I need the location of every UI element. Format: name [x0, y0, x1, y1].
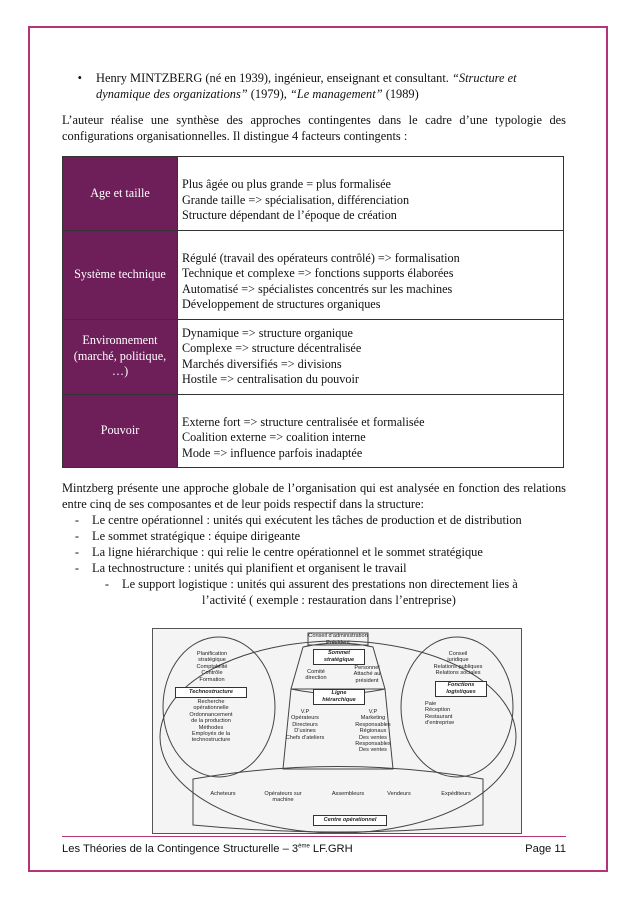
- factor-line: Automatisé => spécialistes concentrés sur les machines: [182, 281, 453, 296]
- factor-line: Grande taille => spécialisation, différenciation: [182, 192, 410, 207]
- op-machine: Opérateurs sur machine: [264, 791, 302, 804]
- board-label: Conseil d’administration: [308, 633, 368, 639]
- op-sellers: Vendeurs: [387, 791, 411, 797]
- technostructure-list: Planification stratégique Comptabilité Contrôle Formation: [196, 651, 228, 683]
- factor-line: Développement de structures organiques: [182, 297, 381, 311]
- operating-core-box: Centre opérationnel: [313, 815, 387, 826]
- factor-line: Coalition externe => coalition interne: [182, 430, 366, 444]
- factor-desc: [178, 319, 564, 394]
- factor-line: Dynamique => structure organique: [182, 325, 353, 340]
- factor-row: [63, 394, 564, 468]
- footer-sup: ème: [298, 843, 310, 850]
- list-item: - La technostructure : unités qui planifient et organisent le travail: [74, 561, 407, 575]
- support-box: Fonctions logistiques: [435, 681, 487, 697]
- mintzberg-diagram: [152, 628, 522, 834]
- page-content: [62, 70, 566, 608]
- list-item-text: La technostructure : unités qui planifient et organisent le travail: [92, 561, 407, 575]
- factor-row: [63, 319, 564, 394]
- factor-label: Environnement (marché, politique, …): [63, 319, 178, 394]
- author-text: [96, 70, 566, 102]
- list-item-text: l’activité ( exemple : restauration dans l’entreprise): [202, 593, 456, 607]
- list-item-text: Le centre opérationnel : unités qui exécutent les tâches de production et de distribution: [92, 513, 522, 527]
- factor-line: Hostile => centralisation du pouvoir: [182, 372, 359, 386]
- factor-label: Système technique: [63, 230, 178, 319]
- list-item: - Le centre opérationnel : unités qui exécutent les tâches de production et de distribution: [74, 513, 522, 527]
- factors-table: [62, 156, 564, 468]
- support-list-2: Paie Réception Restaurant d’entreprise: [425, 701, 455, 727]
- analysis-paragraph: Mintzberg présente une approche globale de l’organisation qui est analysée en fonction des relations entre cinq de ses composantes et de leur poids respectif dans la structure:: [62, 481, 566, 511]
- bullet-icon: •: [77, 71, 82, 85]
- op-buyers: Acheteurs: [210, 791, 236, 797]
- op-assemblers: Assembleurs: [331, 791, 365, 797]
- factor-line: Marchés diversifiés => divisions: [182, 356, 342, 371]
- factor-line: Technique et complexe => fonctions supports élaborées: [182, 266, 454, 280]
- middle-line-box: Ligne hiérarchique: [313, 689, 365, 705]
- factor-desc: [178, 394, 564, 468]
- factor-label: Pouvoir: [63, 394, 178, 468]
- strategic-apex-box: Sommet stratégique: [313, 649, 365, 665]
- footer-title-suffix: LF.GRH: [309, 843, 353, 855]
- intro-paragraph: L’auteur réalise une synthèse des approches contingentes dans le cadre d’une typologie des configurations organisationnelles. Il distingue 4 facteurs contingents :: [62, 113, 566, 143]
- technostructure-list-2: Recherche opérationnelle Ordonnancement de la production Méthodes Employés de la technostructure: [189, 699, 233, 744]
- factor-desc: [178, 157, 564, 231]
- book-title-2: “Le management”: [290, 87, 383, 101]
- op-shippers: Expéditeurs: [441, 791, 471, 797]
- footer-title: [62, 843, 353, 855]
- author-prefix: Henry MINTZBERG (né en 1939), ingénieur, enseignant et consultant.: [96, 71, 452, 85]
- factor-line: Mode => influence parfois inadaptée: [182, 445, 363, 460]
- vp-operations: V.P Opérateurs Directeurs D’usines Chefs d’ateliers: [285, 709, 325, 741]
- components-list: [62, 512, 566, 608]
- factor-desc: [178, 230, 564, 319]
- book-title-1: “Structure et dynamique des organizations”: [96, 71, 517, 101]
- list-item-continued: [62, 592, 566, 608]
- list-item-text: Le support logistique : unités qui assurent des prestations non directement lies à: [122, 577, 518, 591]
- page-number: Page 11: [525, 843, 566, 855]
- list-item-text: La ligne hiérarchique : qui relie le centre opérationnel et le sommet stratégique: [92, 545, 483, 559]
- factor-line: Régulé (travail des opérateurs contrôlé) => formalisation: [182, 250, 460, 265]
- list-item: - Le sommet stratégique : équipe dirigeante: [74, 529, 301, 543]
- list-item: - La ligne hiérarchique : qui relie le centre opérationnel et le sommet stratégique: [74, 545, 483, 559]
- support-list: Conseil juridique Relations publiques Relations sociales: [433, 651, 483, 677]
- president-label: Président: [326, 640, 350, 646]
- factor-line: Complexe => structure décentralisée: [182, 341, 362, 355]
- page-footer: [62, 843, 566, 855]
- footer-title-text: Les Théories de la Contingence Structurelle – 3: [62, 843, 299, 855]
- staff-label: Personnel Attaché au président: [353, 665, 381, 684]
- factor-label: Age et taille: [63, 157, 178, 231]
- list-item-text: Le sommet stratégique : équipe dirigeante: [92, 529, 301, 543]
- book-year-2: (1989): [382, 87, 419, 101]
- author-bullet: [62, 70, 566, 102]
- book-year-1: (1979),: [247, 87, 290, 101]
- vp-marketing: V.P Marketing Responsables Régionaux Des ventes Responsables Des ventes: [355, 709, 391, 754]
- factor-line: Structure dépendant de l’époque de création: [182, 208, 397, 222]
- factor-row: [63, 230, 564, 319]
- footer-rule: [62, 836, 566, 837]
- factor-line: Plus âgée ou plus grande = plus formalisée: [182, 177, 391, 191]
- committee-label: Comité direction: [305, 669, 327, 682]
- technostructure-box: Technostructure: [175, 687, 247, 698]
- list-item: - Le support logistique : unités qui assurent des prestations non directement lies à: [104, 577, 518, 591]
- factor-line: Externe fort => structure centralisée et formalisée: [182, 414, 425, 429]
- factor-row: [63, 157, 564, 231]
